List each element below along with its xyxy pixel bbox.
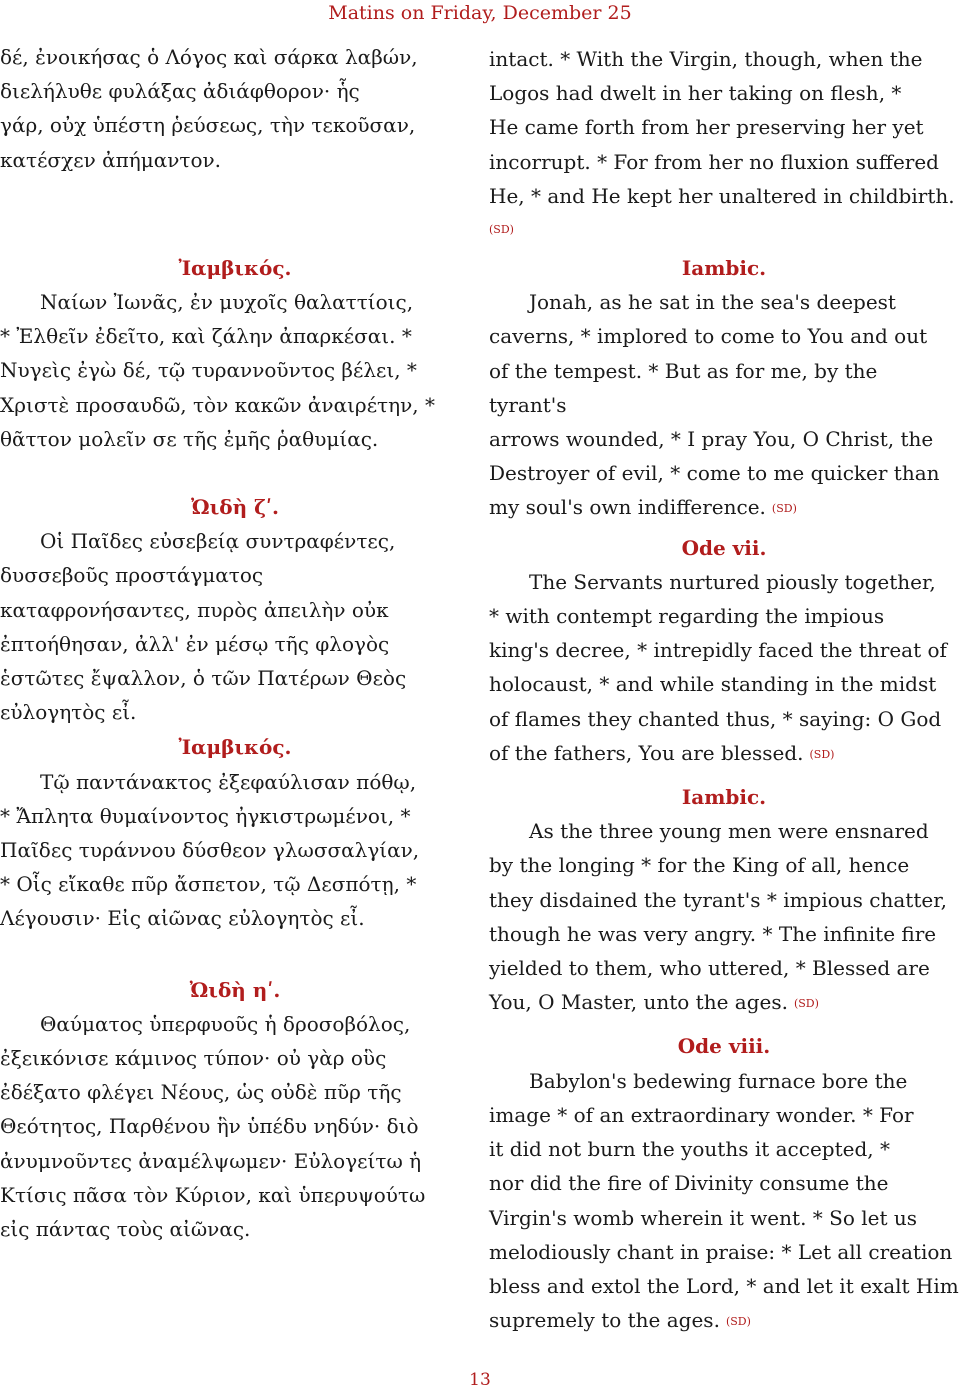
greek-ode-8-title: Ὠιδὴ ηʹ.: [189, 977, 281, 1002]
page-header: Matins on Friday, December 25: [328, 2, 632, 24]
sd-marker: (SD): [793, 997, 819, 1011]
greek-ode-7-text: Οἱ Παῖδες εὐσεβείᾳ συντραφέντες, δυσσεβοῦς προστάγματος καταφρονήσαντες, πυρὸς ἀπειλὴν οὐκ ἐπτοήθησαν, ἀλλ' ἐν μέσῳ τῆς φλογὸς ἑστῶτες ἔψαλλον, ὁ τῶν Πατέρων Θεὸς εὐλογητὸς εἶ.: [0, 529, 407, 725]
english-iambic-2-title: Iambic.: [681, 785, 767, 810]
english-iambic-1-text: Jonah, as he sat in the sea's deepest caverns, * implored to come to You and out of the tempest. * But as for me, by the tyrant's arrows wounded, * I pray You, O Christ, the Destroyer of evil, * come to me quicker than my soul's own indifference.: [489, 290, 940, 520]
greek-ode-7-title: Ὠιδὴ ζʹ.: [191, 495, 279, 520]
english-ode-8-title: Ode viii.: [677, 1034, 771, 1059]
greek-iambic-1-text: Ναίων Ἰωνᾶς, ἐν μυχοῖς θαλαττίοις, * Ἐλθεῖν ἐδεῖτο, καὶ ζάλην ἀπαρκέσαι. * Νυγεὶς ἐγὼ δέ, τῷ τυραννοῦντος βέλει, * Χριστὲ προσαυδῶ, τὸν κακῶν ἀναιρέτην, * θᾶττον μολεῖν σε τῆς ἐμῆς ῥαθυμίας.: [0, 290, 435, 451]
english-ode-8-paragraph: [489, 1064, 959, 1340]
greek-iambic-1-title: Ἰαμβικός.: [178, 255, 292, 280]
greek-column: [0, 40, 470, 1246]
english-ode-7-title: Ode vii.: [681, 535, 767, 560]
greek-iambic-2-text: Τῷ παντάνακτος ἐξεφαύλισαν πόθῳ, * Ἄπλητα θυμαίνοντος ἠγκιστρωμένοι, * Παῖδες τυράννου δύσθεον γλωσσαλγίαν, * Οἷς εἴκαθε πῦρ ἄσπετον, τῷ Δεσπότῃ, * Λέγουσιν· Εἰς αἰῶνας εὐλογητὸς εἶ.: [0, 769, 420, 931]
english-iambic-2-text: As the three young men were ensnared by the longing * for the King of all, hence they disdained the tyrant's * impious chatter, though he was very angry. * The infinite fire yielded to them, who uttered, * Blessed are You, O Master, unto the ages.: [489, 819, 947, 1015]
english-ode-7-paragraph: [489, 565, 959, 772]
english-ode-8-text: Babylon's bedewing furnace bore the image * of an extraordinary wonder. * For it did not burn the youths it accepted, * nor did the fire of Divinity consume the Virgin's womb wherein it went. * So let us melodiously chant in praise: * Let all creation bless and extol the Lord, * and let it exalt Him supremely to the ages.: [489, 1068, 959, 1333]
english-column: [489, 42, 959, 1339]
page-number: 13: [469, 1370, 491, 1390]
english-iambic-2-paragraph: [489, 814, 959, 1021]
english-iambic-1-title: Iambic.: [681, 256, 767, 281]
sd-marker: (SD): [809, 747, 835, 761]
english-intro: intact. * With the Virgin, though, when the Logos had dwelt in her taking on flesh, * He came forth from her preserving her yet incorrupt. * For from her no fluxion suffered He, * and He kept her unaltered in childbirth.: [489, 47, 955, 208]
english-ode-7-text: The Servants nurtured piously together, * with contempt regarding the impious king's decree, * intrepidly faced the threat of holocaust, * and while standing in the midst of flames they chanted thus, * saying: O God of the fathers, You are blessed.: [489, 569, 947, 765]
greek-intro: δέ, ἐνοικήσας ὁ Λόγος καὶ σάρκα λαβών, διελήλυθε φυλάξας ἀδιάφθορον· ἧς γάρ, οὐχ ὑπέστη ῥεύσεως, τὴν τεκοῦσαν, κατέσχεν ἀπήμαντον.: [0, 45, 418, 172]
sd-marker: (SD): [725, 1315, 751, 1329]
sd-marker: (SD): [771, 502, 797, 516]
sd-marker: (SD): [489, 223, 514, 237]
greek-iambic-2-title: Ἰαμβικός.: [178, 735, 292, 760]
greek-ode-8-text: Θαύματος ὑπερφυοῦς ἡ δροσοβόλος, ἐξεικόνισε κάμινος τύπον· οὐ γὰρ οὓς ἐδέξατο φλέγει Νέους, ὡς οὐδὲ πῦρ τῆς Θεότητος, Παρθένου ἣν ὑπέδυ νηδύν· διὸ ἀνυμνοῦντες ἀναμέλψωμεν· Εὐλογείτω ἡ Κτίσις πᾶσα τὸν Κύριον, καὶ ὑπερυψούτω εἰς πάντας τοὺς αἰῶνας.: [0, 1011, 426, 1242]
english-iambic-1-paragraph: [489, 285, 959, 526]
